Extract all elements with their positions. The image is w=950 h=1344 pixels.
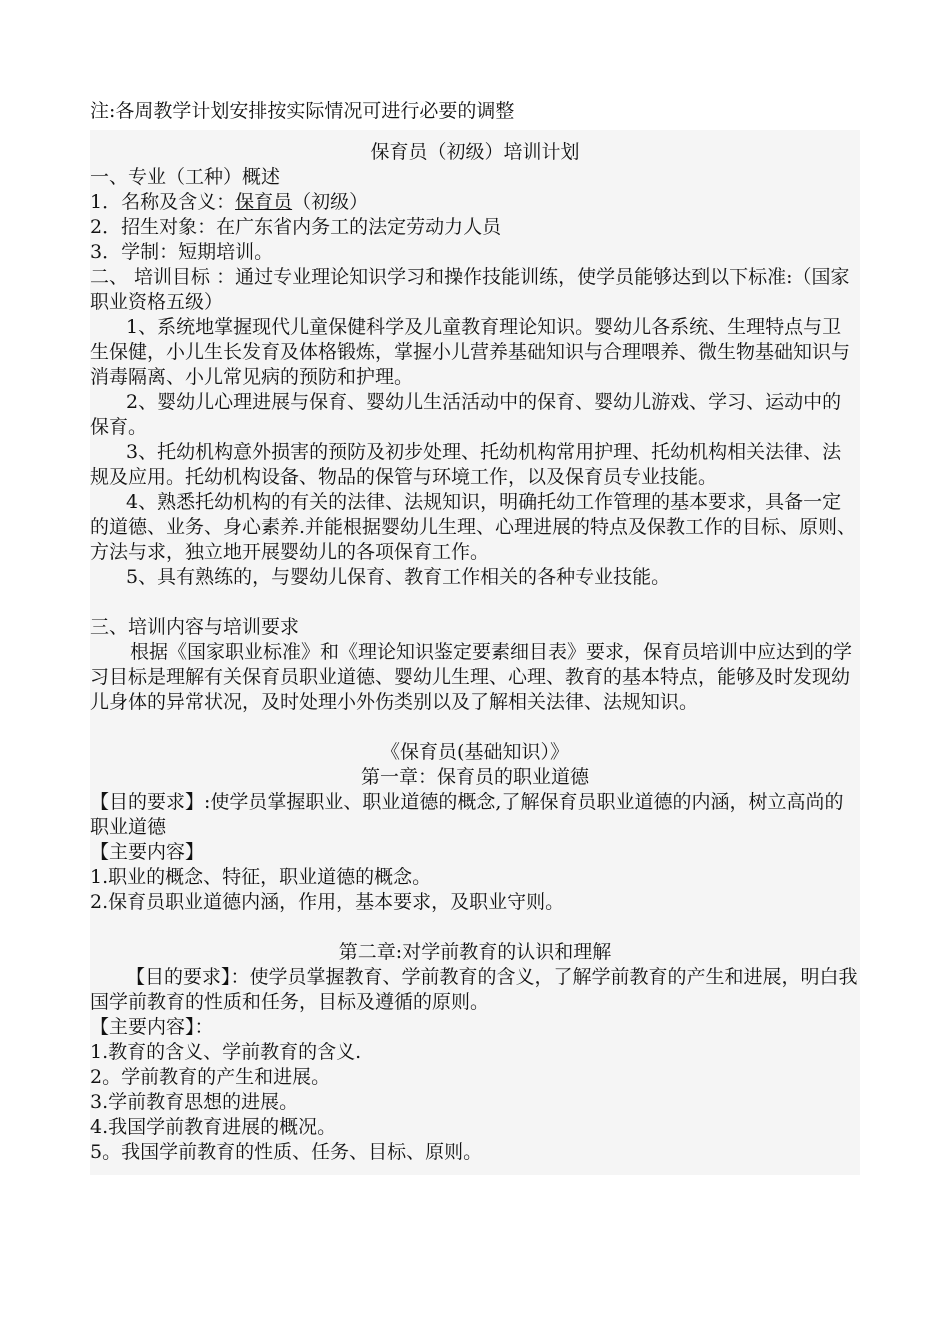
chapter-1-title: 第一章：保育员的职业道德 xyxy=(360,766,589,788)
chapter-2-item-1: 1.教育的含义、学前教育的含义. xyxy=(90,1041,362,1063)
chapter-2-content-heading: 【主要内容】： xyxy=(90,1016,214,1038)
plan-title: 保育员（初级）培训计划 xyxy=(370,141,580,163)
section-1-item-2: 2．招生对象：在广东省内务工的法定劳动力人员 xyxy=(90,216,502,238)
goal-4: 4、熟悉托幼机构的有关的法律、法规知识，明确托幼工作管理的基本要求，具备一定的道德、业务、身心素养.并能根据婴幼儿生理、心理进展的特点及保教工作的目标、原则、方法与求，独立地开展婴幼儿的各项保育工作。 xyxy=(90,491,857,563)
section-1-heading: 一、专业（工种）概述 xyxy=(90,166,281,188)
goal-1: 1、系统地掌握现代儿童保健科学及儿童教育理论知识。婴幼儿各系统、生理特点与卫生保健，小儿生长发育及体格锻炼，掌握小儿营养基础知识与合理喂养、微生物基础知识与消毒隔离、小儿常见病的预防和护理。 xyxy=(90,316,851,388)
chapter-1-item-2: 2.保育员职业道德内涵，作用，基本要求，及职业守则。 xyxy=(90,891,565,913)
section-3-heading: 三、培训内容与培训要求 xyxy=(90,616,300,638)
chapter-2-item-2: 2。学前教育的产生和进展。 xyxy=(90,1066,331,1088)
item-1-prefix: 1．名称及含义： xyxy=(90,191,236,213)
chapter-1-content-heading: 【主要内容】 xyxy=(90,841,205,863)
item-1-suffix: （初级） xyxy=(292,191,369,213)
goal-5: 5、具有熟练的，与婴幼儿保育、教育工作相关的各种专业技能。 xyxy=(126,566,671,588)
plan-section xyxy=(90,130,860,1175)
chapter-2-title: 第二章:对学前教育的认识和理解 xyxy=(338,941,612,963)
section-1-item-1 xyxy=(90,190,860,215)
chapter-2-purpose: 【目的要求】：使学员掌握教育、学前教育的含义，了解学前教育的产生和进展，明白我国学前教育的性质和任务，目标及遵循的原则。 xyxy=(90,966,858,1013)
item-1-underlined-term: 保育员 xyxy=(235,191,293,213)
chapter-2-item-3: 3.学前教育思想的进展。 xyxy=(90,1091,299,1113)
adjustment-note: 注:各周教学计划安排按实际情况可进行必要的调整 xyxy=(90,100,515,122)
section-3-body: 根据《国家职业标准》和《理论知识鉴定要素细目表》要求，保育员培训中应达到的学习目标是理解有关保育员职业道德、婴幼儿生理、心理、教育的基本特点，能够及时发现幼儿身体的异常状况，及时处理小外伤类别以及了解相关法律、法规知识。 xyxy=(90,641,853,713)
section-1-item-3: 3．学制：短期培训。 xyxy=(90,241,274,263)
chapter-1-purpose: 【目的要求】:使学员掌握职业、职业道德的概念,了解保育员职业道德的内涵，树立高尚的职业道德 xyxy=(90,791,844,838)
goal-3: 3、托幼机构意外损害的预防及初步处理、托幼机构常用护理、托幼机构相关法律、法规及应用。托幼机构设备、物品的保管与环境工作，以及保育员专业技能。 xyxy=(90,441,842,488)
book-title: 《保育员(基础知识）》 xyxy=(381,741,569,763)
document-page xyxy=(90,95,860,1175)
chapter-2-item-4: 4.我国学前教育进展的概况。 xyxy=(90,1116,337,1138)
section-2-heading: 二、 培训目标 ：通过专业理论知识学习和操作技能训练，使学员能够达到以下标准:（国家职业资格五级） xyxy=(90,266,850,313)
chapter-1-item-1: 1.职业的概念、特征，职业道德的概念。 xyxy=(90,866,432,888)
goal-2: 2、婴幼儿心理进展与保育、婴幼儿生活活动中的保育、婴幼儿游戏、学习、运动中的保育。 xyxy=(90,391,842,438)
chapter-2-item-5: 5。我国学前教育的性质、任务、目标、原则。 xyxy=(90,1141,483,1163)
